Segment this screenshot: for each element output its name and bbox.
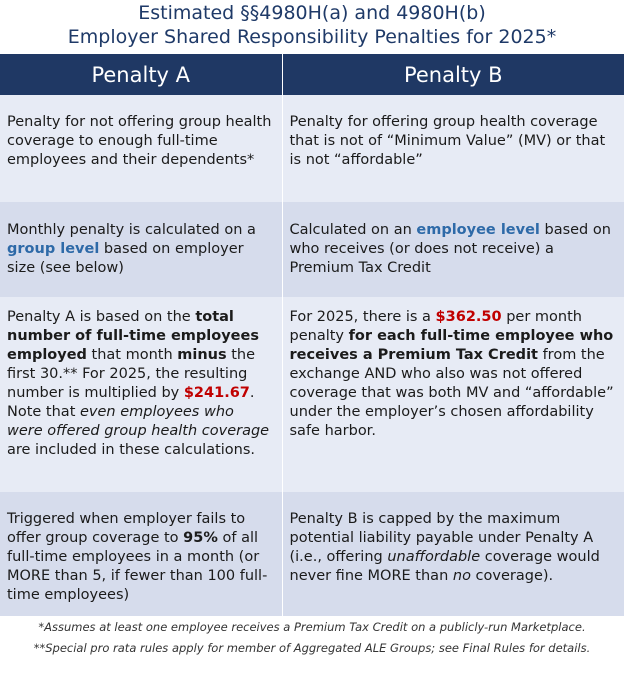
- italic-text: even employees who were offered group health coverage: [7, 404, 270, 439]
- table-row: [0, 492, 624, 616]
- header-row: [0, 54, 624, 95]
- cell-text: . Note that: [7, 385, 255, 420]
- cell-text: coverage would never fine MORE than: [289, 549, 600, 584]
- bold-text: minus: [177, 347, 227, 363]
- cell-text: that month: [86, 347, 178, 363]
- cell-text: For 2025, there is a: [289, 309, 436, 325]
- footnote-2: **Special pro rata rules apply for member of Aggregated ALE Groups; see Final Rules for details.: [33, 641, 591, 655]
- cell-text: Triggered when employer fails to offer group coverage to: [7, 511, 246, 546]
- bold-text: 95%: [183, 530, 218, 546]
- table-row: [0, 202, 624, 297]
- page-title: [0, 0, 624, 54]
- cell-text: Penalty for offering group health coverage that is not of “Minimum Value” (MV) or that is not “affordable”: [289, 114, 606, 168]
- table-row: [0, 297, 624, 492]
- penalty-a-description: [0, 95, 282, 202]
- cell-text: coverage).: [470, 568, 554, 584]
- footnotes: [0, 620, 624, 656]
- employee-level-highlight: employee level: [416, 222, 540, 238]
- cell-text: based on employer size (see below): [7, 241, 244, 276]
- penalty-b-calculation-level: [282, 202, 624, 297]
- cell-text: Calculated on an: [289, 222, 417, 238]
- cell-text: Penalty A is based on the: [7, 309, 196, 325]
- penalty-b-cap: [282, 492, 624, 616]
- bold-text: for each full-time employee who receives a Premium Tax Credit: [289, 328, 614, 363]
- table-row: [0, 95, 624, 202]
- cell-text: Penalty for not offering group health coverage to enough full-time employees and their dependents*: [7, 114, 272, 168]
- italic-text: no: [452, 568, 471, 584]
- penalty-b-description: [282, 95, 624, 202]
- penalty-a-header: Penalty A: [0, 54, 282, 95]
- cell-text: the first 30.** For 2025, the resulting number is multiplied by: [7, 347, 256, 401]
- title-line-2: Employer Shared Responsibility Penalties for 2025*: [67, 26, 557, 48]
- footnote-1: *Assumes at least one employee receives a Premium Tax Credit on a publicly-run Marketplace.: [38, 620, 586, 634]
- italic-text: unaffordable: [387, 549, 481, 565]
- title-line-1: Estimated §§4980H(a) and 4980H(b): [138, 2, 486, 24]
- cell-text: of all full-time employees in a month (or MORE than 5, if fewer than 100 full-time employees): [7, 530, 268, 603]
- penalty-a-amount: $241.67: [183, 385, 250, 401]
- cell-text: Penalty B is capped by the maximum potential liability payable under Penalty A (i.e., offering: [289, 511, 594, 565]
- bold-text: total number of full-time employees employed: [7, 309, 259, 363]
- cell-text: based on who receives (or does not receive) a Premium Tax Credit: [289, 222, 611, 276]
- penalty-b-header: Penalty B: [282, 54, 624, 95]
- penalty-a-amount-rule: [0, 297, 282, 492]
- penalty-comparison-table: [0, 54, 624, 616]
- penalty-b-amount: $362.50: [435, 309, 502, 325]
- penalty-a-trigger: [0, 492, 282, 616]
- cell-text: per month penalty: [289, 309, 582, 344]
- cell-text: from the exchange AND who also was not offered coverage that was both MV and “affordable” under the employer’s chosen affordability safe harbor.: [289, 347, 614, 439]
- penalty-a-calculation-level: [0, 202, 282, 297]
- penalty-b-amount-rule: [282, 297, 624, 492]
- cell-text: Monthly penalty is calculated on a: [7, 222, 256, 238]
- cell-text: are included in these calculations.: [7, 442, 256, 458]
- group-level-highlight: group level: [7, 241, 100, 257]
